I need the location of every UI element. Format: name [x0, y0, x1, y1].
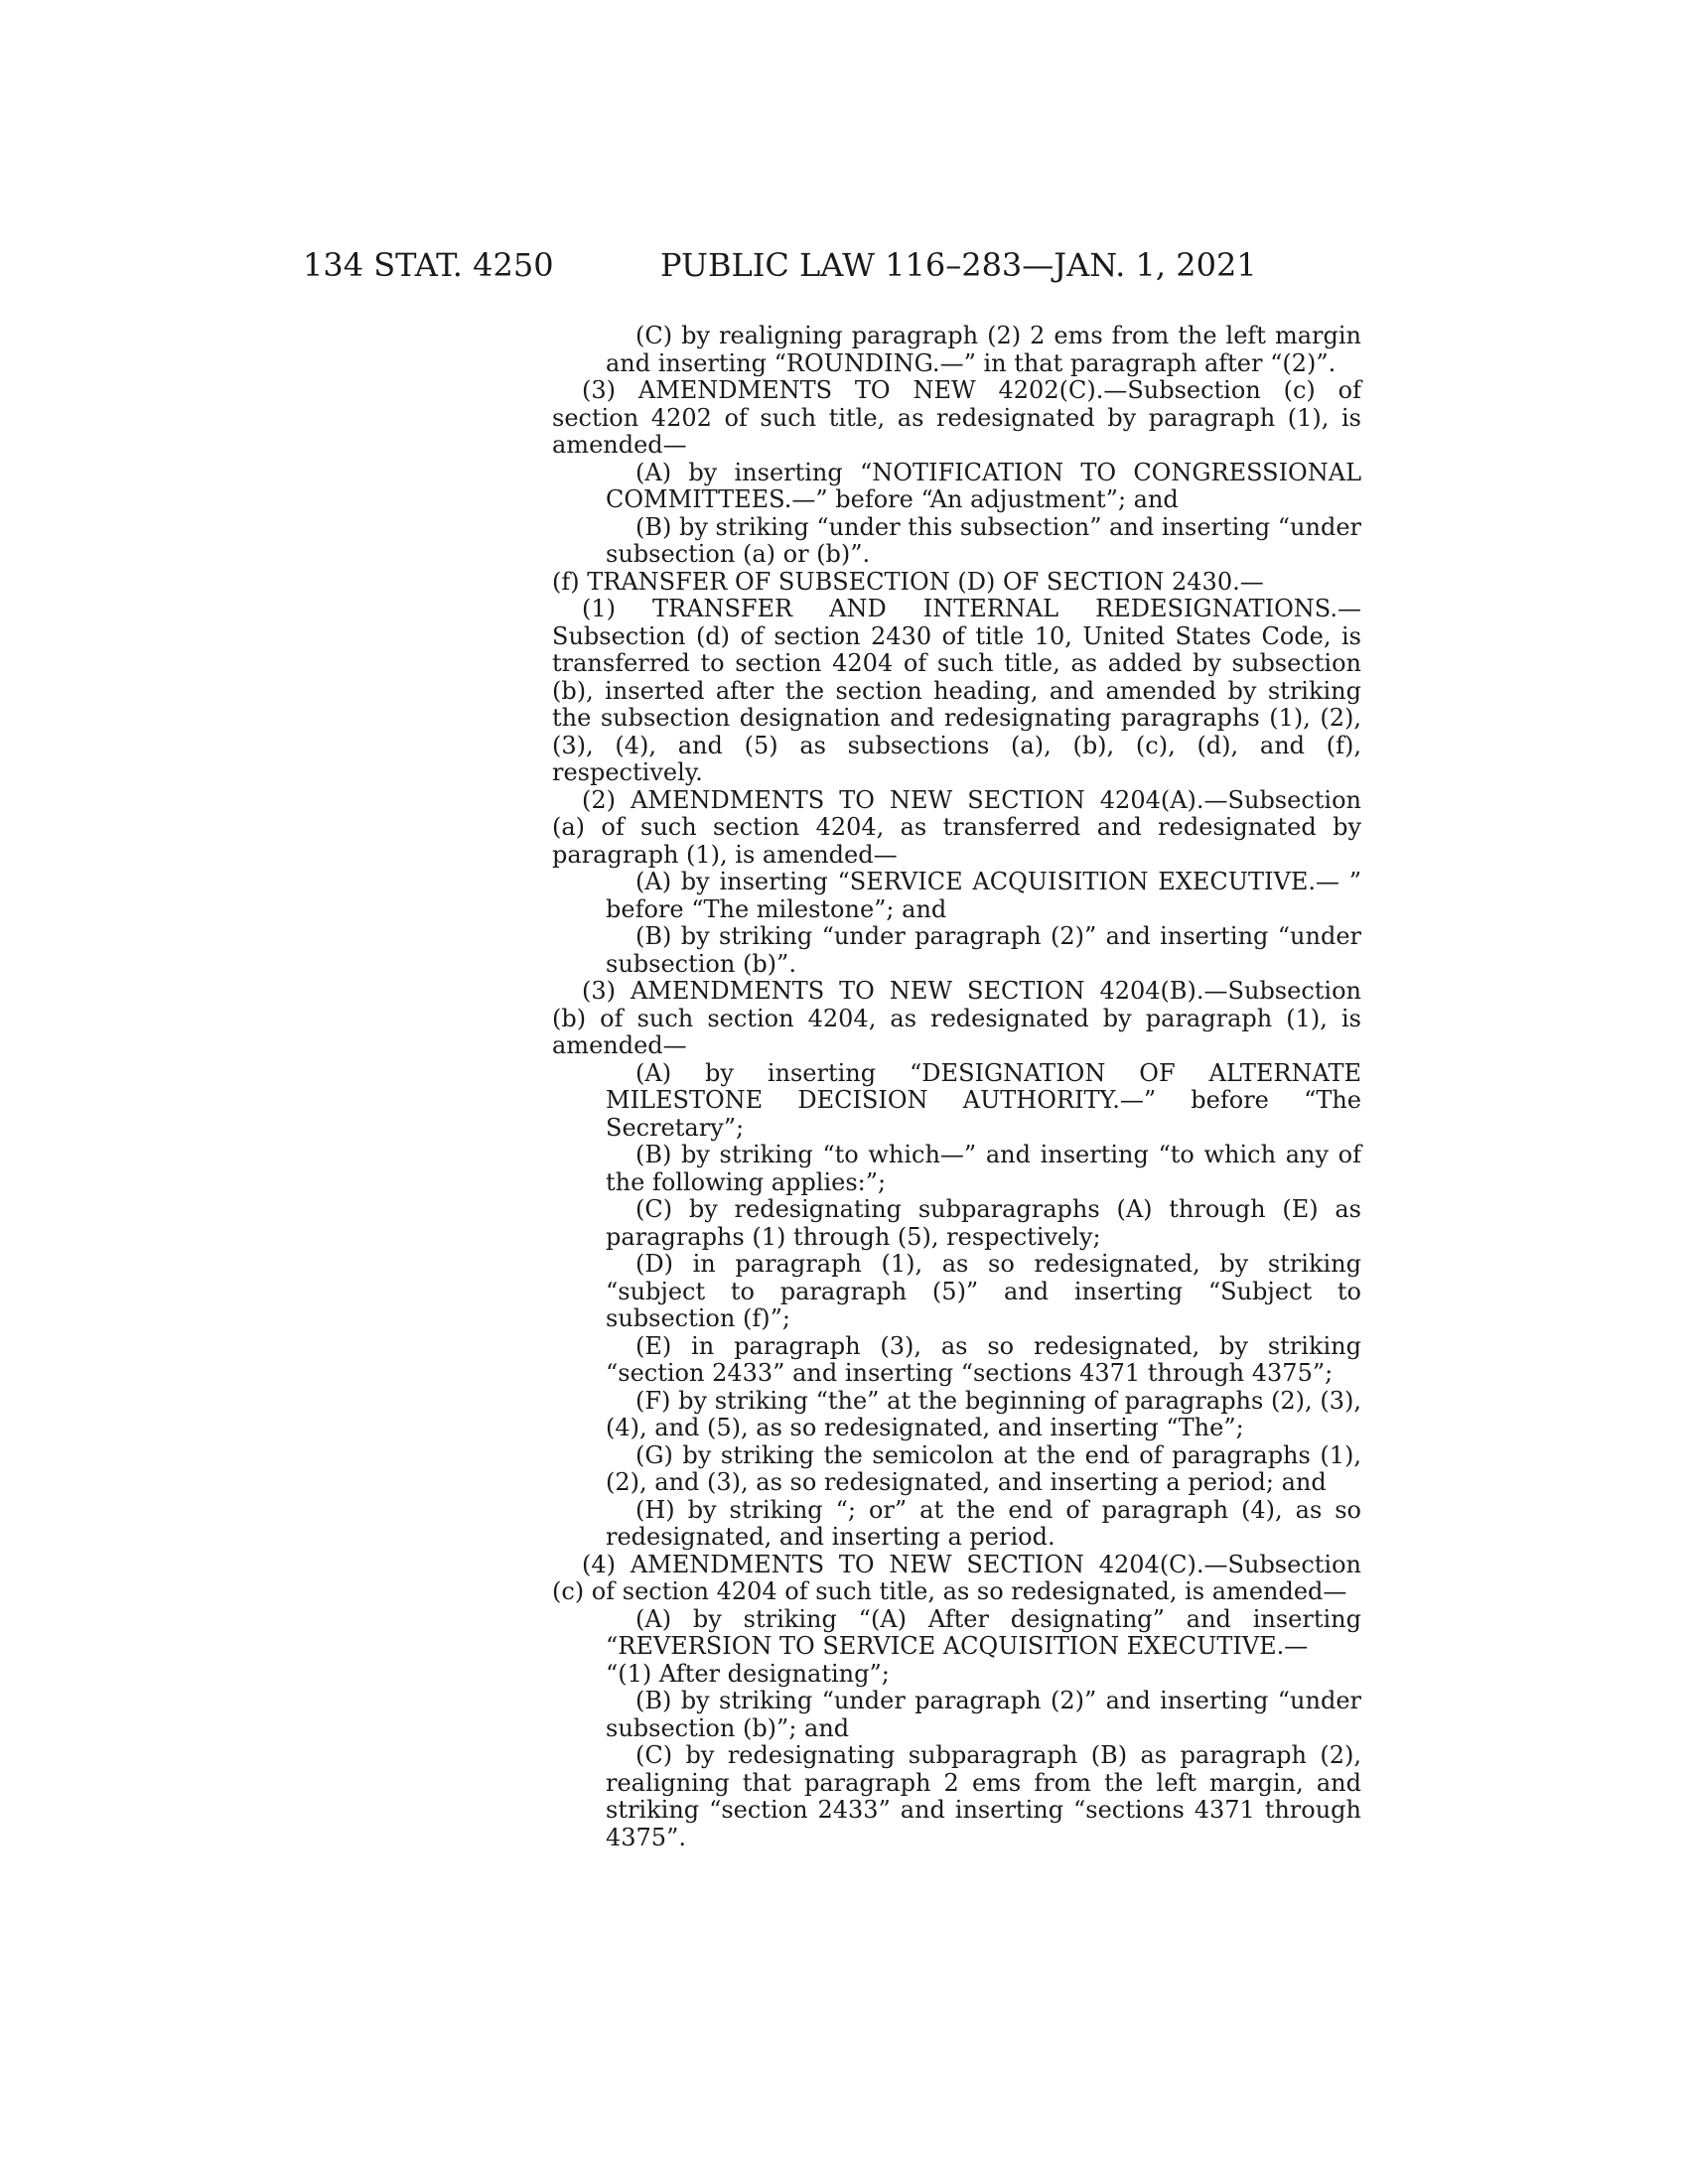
page-header — [303, 246, 1257, 286]
paragraph: (1) TRANSFER AND INTERNAL REDESIGNATIONS.—Subsection (d) of section 2430 of title 10, United States Code, is transferred to section 4204 of such title, as added by subsection (b), inserted after the section heading, and amended by striking the subsection designation and redesignating paragraphs (1), (2), (3), (4), and (5) as subsections (a), (b), (c), (d), and (f), respectively. — [552, 595, 1361, 786]
paragraph: (4) AMENDMENTS TO NEW SECTION 4204(C).—Subsection (c) of section 4204 of such title, as so redesignated, is amended— — [552, 1550, 1361, 1605]
stat-citation: 134 STAT. 4250 — [303, 246, 554, 284]
law-title: PUBLIC LAW 116–283—JAN. 1, 2021 — [660, 246, 1257, 284]
paragraph: (C) by realigning paragraph (2) 2 ems from the left margin and inserting “ROUNDING.—” in that paragraph after “(2)”. — [606, 322, 1361, 377]
paragraph: (2) AMENDMENTS TO NEW SECTION 4204(A).—Subsection (a) of such section 4204, as transferred and redesignated by paragraph (1), is amended— — [552, 785, 1361, 869]
paragraph: (A) by inserting “NOTIFICATION TO CONGRESSIONAL COMMITTEES.—” before “An adjustment”; and — [606, 458, 1361, 513]
paragraph: (A) by striking “(A) After designating” and inserting “REVERSION TO SERVICE ACQUISITION EXECUTIVE.— — [606, 1604, 1361, 1660]
paragraph: (B) by striking “under paragraph (2)” and inserting “under subsection (b)”. — [606, 922, 1361, 978]
document-body — [552, 323, 1361, 1851]
paragraph: (B) by striking “under this subsection” and inserting “under subsection (a) or (b)”. — [606, 512, 1361, 568]
paragraph: (H) by striking “; or” at the end of paragraph (4), as so redesignated, and inserting a period. — [606, 1495, 1361, 1551]
paragraph: (3) AMENDMENTS TO NEW SECTION 4204(B).—Subsection (b) of such section 4204, as redesignated by paragraph (1), is amended— — [552, 977, 1361, 1059]
paragraph: (E) in paragraph (3), as so redesignated, by striking “section 2433” and inserting “sections 4371 through 4375”; — [606, 1331, 1361, 1387]
paragraph: (C) by redesignating subparagraph (B) as paragraph (2), realigning that paragraph 2 ems from the left margin, and striking “section 2433” and inserting “sections 4371 through 4375”. — [606, 1741, 1361, 1851]
paragraph: (A) by inserting “DESIGNATION OF ALTERNATE MILESTONE DECISION AUTHORITY.—” before “The Secretary”; — [606, 1058, 1361, 1142]
paragraph: (G) by striking the semicolon at the end of paragraphs (1), (2), and (3), as so redesignated, and inserting a period; and — [606, 1440, 1361, 1496]
paragraph: (C) by redesignating subparagraphs (A) through (E) as paragraphs (1) through (5), respectively; — [606, 1195, 1361, 1251]
paragraph: “(1) After designating”; — [606, 1659, 890, 1688]
paragraph: (B) by striking “under paragraph (2)” and inserting “under subsection (b)”; and — [606, 1687, 1361, 1742]
section-heading: (f) TRANSFER OF SUBSECTION (D) OF SECTION 2430.— — [552, 567, 1264, 596]
paragraph: (D) in paragraph (1), as so redesignated, by striking “subject to paragraph (5)” and inserting “Subject to subsection (f)”; — [606, 1250, 1361, 1332]
paragraph: (A) by inserting “SERVICE ACQUISITION EXECUTIVE.— ” before “The milestone”; and — [606, 868, 1361, 923]
paragraph: (B) by striking “to which—” and inserting “to which any of the following applies:”; — [606, 1141, 1361, 1196]
paragraph: (F) by striking “the” at the beginning of paragraphs (2), (3), (4), and (5), as so redesignated, and inserting “The”; — [606, 1386, 1361, 1441]
paragraph: (3) AMENDMENTS TO NEW 4202(C).—Subsection (c) of section 4202 of such title, as redesignated by paragraph (1), is amended— — [552, 376, 1361, 459]
